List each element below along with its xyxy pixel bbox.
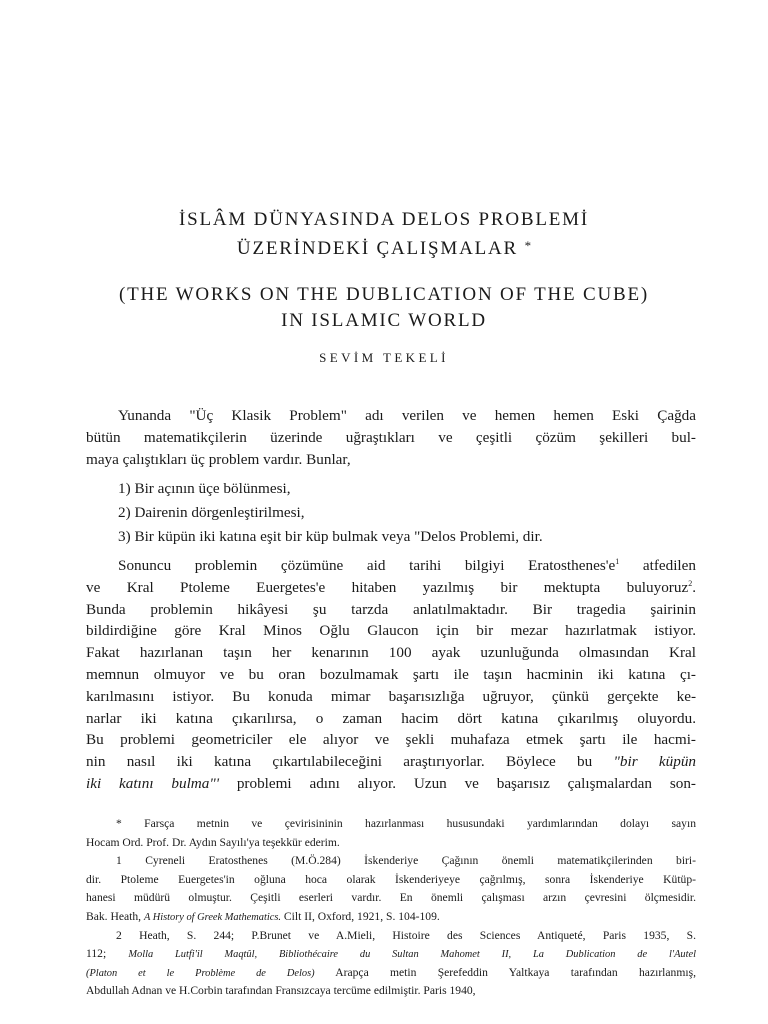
footnote-line: dir. Ptoleme Euergetes'in oğluna hoca olarak İskenderiyeye çağrılmış, sonra İskenderiye Kütüp- xyxy=(86,872,696,886)
main-line: Bunda problemin hikâyesi şu tarzda anlatılmaktadır. Bir tragedia şairinin xyxy=(86,600,696,618)
intro-line: bütün matematikçilerin üzerinde uğraştıkları ve çeşitli çözüm şekilleri bul- xyxy=(86,428,696,446)
footnote-marker: * xyxy=(524,238,532,253)
intro-line: Yunanda "Üç Klasik Problem" adı verilen ve hemen hemen Eski Çağda xyxy=(118,407,696,424)
intro-line: maya çalıştıkları üç problem vardır. Bunlar, xyxy=(86,450,351,468)
footnote-line: (Platon et le Problème de Delos) Arapça metin Şerefeddin Yaltkaya tarafından hazırlanmış, xyxy=(86,965,696,979)
main-line: bildirdiğine göre Kral Minos Oğlu Glaucon için bir mezar hazırlatmak istiyor. xyxy=(86,622,696,640)
main-line: Sonuncu problemin çözümüne aid tarihi bilgiyi $Eratosthenes'e^1$ atfedilen xyxy=(118,557,696,574)
turkish-title-line2: ÜZERİNDEKİ ÇALIŞMALAR * xyxy=(236,238,532,259)
english-title-line2: IN ISLAMIC WORLD xyxy=(281,310,487,331)
english-title-line1: (THE WORKS ON THE DUBLICATION OF THE CUBE) xyxy=(118,284,649,305)
turkish-title-line1: İSLÂM DÜNYASINDA DELOS PROBLEMİ xyxy=(179,209,589,230)
footnote-line: Abdullah Adnan ve H.Corbin tarafından Fransızcaya tercüme edilmiştir. Paris 1940, xyxy=(86,984,476,998)
main-line: memnun olmuyor ve bu oran bozulmamak şartı ile taşın hacminin iki katına çı- xyxy=(86,665,696,683)
main-line: Fakat hazırlanan taşın her kenarının 100 ayak uzunluğunda olmasından Kral xyxy=(86,644,696,662)
main-line: narlar iki katına çıkarılırsa, o zaman hacim dört katına çıkarılmış oluyordu. xyxy=(86,709,696,727)
footnote-line: 2 Heath, S. 244; P.Brunet ve A.Mieli, Histoire des Sciences Antiqueté, Paris 1935, S. xyxy=(116,928,696,942)
footnote-line: * Farsça metnin ve çevirisininin hazırlanması hususundaki yardımlarından dolayı sayın xyxy=(116,817,696,830)
footnote-line: 112; Molla Lutfi'il Maqtûl, Bibliothécaire du Sultan Mahomet II, La Dublication de l'Autel xyxy=(86,947,696,961)
turkish-title xyxy=(0,207,768,262)
footnote-line: Hocam Ord. Prof. Dr. Aydın Sayılı'ya teşekkür ederim. xyxy=(86,835,340,849)
footnote-line: 1 Cyreneli Eratosthenes (M.Ö.284) İskenderiye Çağının önemli matematikçilerinden biri- xyxy=(116,854,696,868)
footnote-ref-1: 1 xyxy=(615,557,620,566)
english-title xyxy=(0,282,768,334)
main-line: karılmasını istiyor. Bu konuda mimar başarısızlığa uğruyor, çünkü gerçekte ke- xyxy=(86,687,696,705)
main-paragraph xyxy=(86,555,696,795)
main-line: ve Kral Ptoleme Euergetes'e hitaben yazılmış bir mektupta buluyoruz$^2$. xyxy=(86,578,696,596)
main-line: nin nasıl iki katına çıkartılabileceğini araştırıyorlar. Böylece bu "bir küpün xyxy=(86,753,697,771)
author-name: SEVİM TEKELİ xyxy=(319,350,449,365)
main-line: iki katını bulma"' problemi adını alıyor. Uzun ve başarısız çalışmalardan son- xyxy=(86,774,696,792)
list-item: 1) Bir açının üçe bölünmesi, xyxy=(118,480,291,497)
main-line: Bu problemi geometriciler ele alıyor ve şekli muhafaza etmek şartı ile hacmi- xyxy=(86,731,696,749)
list-item: 2) Dairenin dörgenleştirilmesi, xyxy=(118,504,305,521)
footnote-line: hanesi müdürü olmuştur. Çeşitli eserleri vardır. En önemli çalışması arzın çevresini ölçmesidir. xyxy=(86,891,696,905)
intro-paragraph xyxy=(86,405,696,470)
footnotes xyxy=(86,815,696,1001)
list-item: 3) Bir küpün iki katına eşit bir küp bulmak veya "Delos Problemi, dir. xyxy=(118,528,543,545)
footnote-ref-2: 2 xyxy=(688,578,693,588)
footnote-line: Bak. Heath, A History of Greek Mathematics. Cilt II, Oxford, 1921, S. 104-109. xyxy=(86,909,440,923)
problem-list xyxy=(118,478,698,550)
